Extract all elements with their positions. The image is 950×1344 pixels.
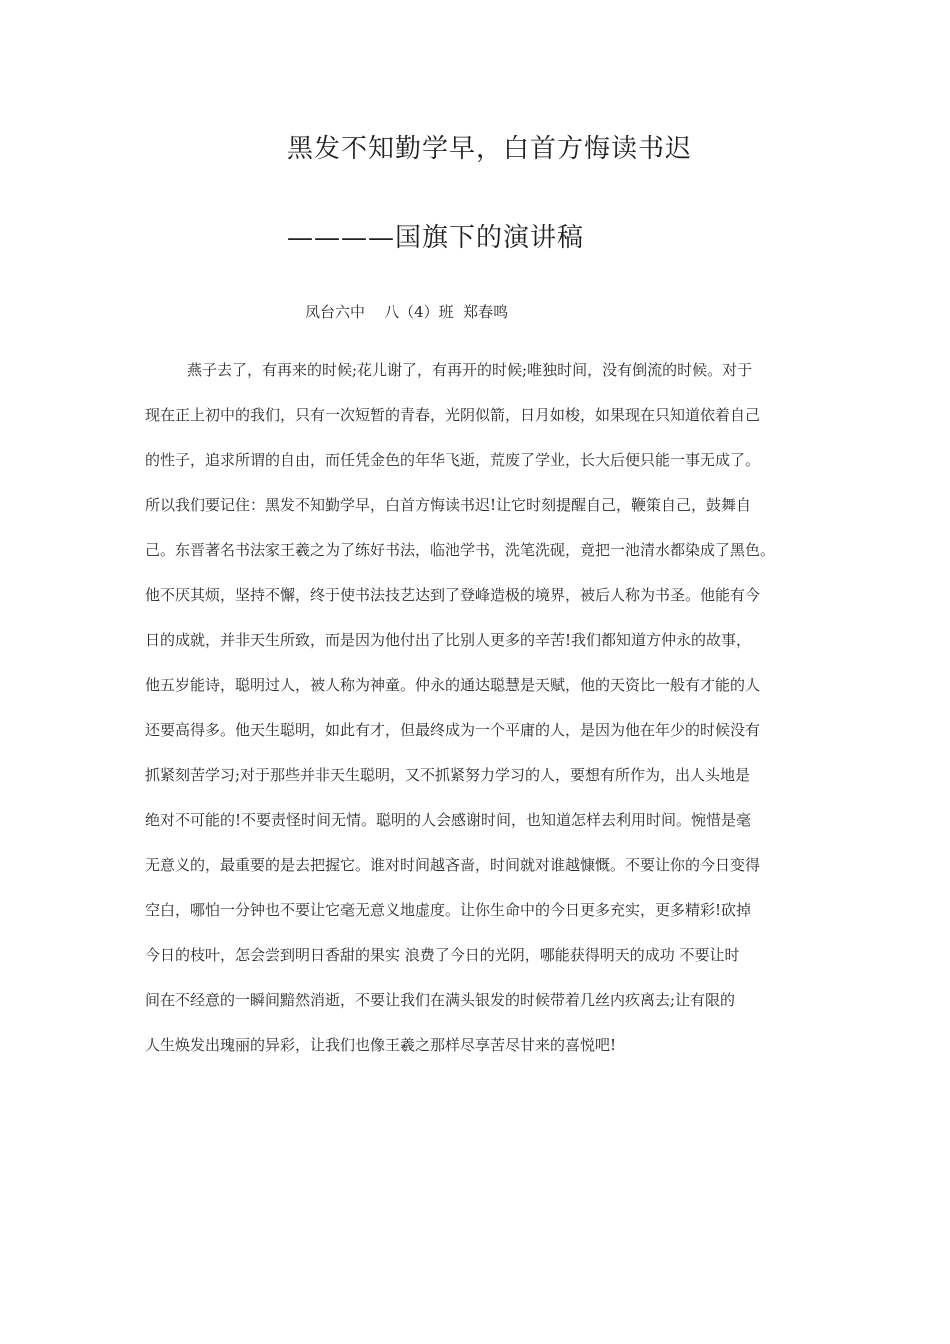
- body-line: 间在不经意的一瞬间黯然消逝，不要让我们在满头银发的时候带着几丝内疚离去;让有限的: [145, 991, 736, 1009]
- body-line: 己。东晋著名书法家王羲之为了练好书法，临池学书，洗笔洗砚，竟把一池清水都染成了黑色。: [145, 541, 776, 559]
- body-line: 燕子去了，有再来的时候;花儿谢了，有再开的时候;唯独时间，没有倒流的时候。对于: [187, 361, 753, 379]
- document-title: 黑发不知勤学早，白首方悔读书迟: [287, 134, 693, 164]
- body-line: 还要高得多。他天生聪明，如此有才，但最终成为一个平庸的人，是因为他在年少的时候没有: [145, 721, 761, 739]
- body-line: 空白，哪怕一分钟也不要让它毫无意义地虚度。让你生命中的今日更多充实，更多精彩!砍掉: [145, 901, 752, 919]
- body-line: 无意义的，最重要的是去把握它。谁对时间越吝啬，时间就对谁越慷慨。不要让你的今日变得: [145, 856, 761, 874]
- body-line: 他不厌其烦，坚持不懈，终于使书法技艺达到了登峰造极的境界，被后人称为书圣。他能有今: [145, 586, 761, 604]
- body-line: 抓紧刻苦学习;对于那些并非天生聪明，又不抓紧努力学习的人，要想有所作为，出人头地是: [145, 766, 751, 784]
- author-line: 凤台六中 八（4）班 郑春鸣: [305, 303, 509, 321]
- body-line: 他五岁能诗，聪明过人，被人称为神童。仲永的通达聪慧是天赋，他的天资比一般有才能的人: [145, 676, 761, 694]
- body-line: 所以我们要记住：黑发不知勤学早，白首方悔读书迟!让它时刻提醒自己，鞭策自己，鼓舞自: [145, 496, 752, 514]
- body-line: 今日的枝叶，怎会尝到明日香甜的果实 浪费了今日的光阴，哪能获得明天的成功 不要让时: [145, 946, 740, 964]
- body-line: 的性子，追求所谓的自由，而任凭金色的年华飞逝，荒废了学业，长大后便只能一事无成了。: [145, 451, 761, 469]
- body-line: 人生焕发出瑰丽的异彩，让我们也像王羲之那样尽享苦尽甘来的喜悦吧!: [145, 1036, 617, 1054]
- speech-body: [145, 355, 825, 1075]
- body-line: 日的成就，并非天生所致，而是因为他付出了比别人更多的辛苦!我们都知道方仲永的故事，: [145, 631, 752, 649]
- body-line: 现在正上初中的我们，只有一次短暂的青春，光阴似箭，日月如梭，如果现在只知道依着自己: [145, 406, 761, 424]
- document-subtitle: ————国旗下的演讲稿: [287, 223, 585, 253]
- body-line: 绝对不可能的!不要责怪时间无情。聪明的人会感谢时间，也知道怎样去利用时间。惋惜是毫: [145, 811, 752, 829]
